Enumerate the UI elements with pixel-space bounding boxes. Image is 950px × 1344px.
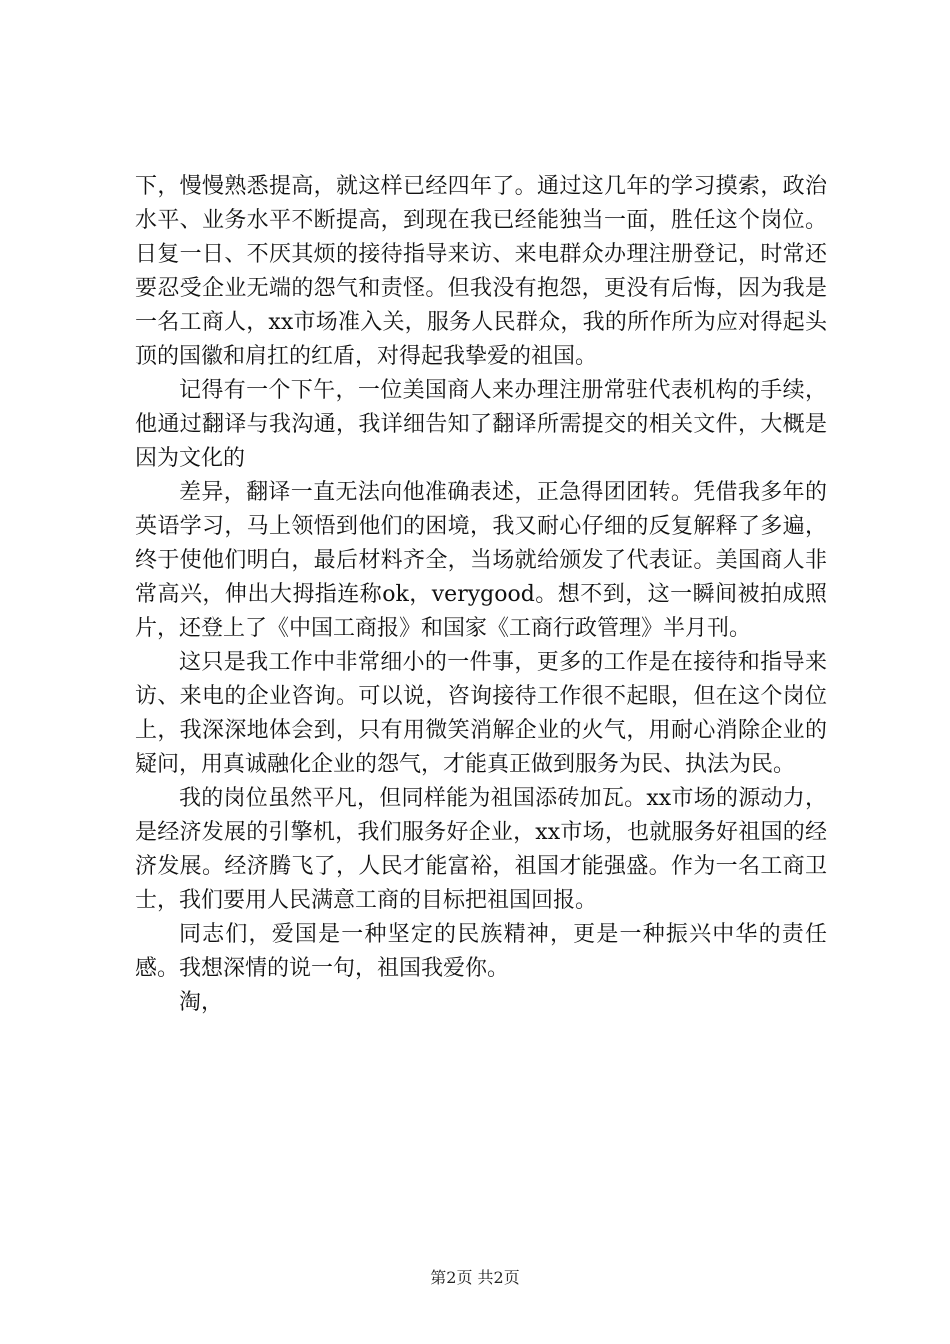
paragraph-6: 同志们，爱国是一种坚定的民族精神，更是一种振兴中华的责任感。我想深情的说一句，祖国我爱你。 <box>135 922 827 981</box>
paragraph-1: 下，慢慢熟悉提高，就这样已经四年了。通过这几年的学习摸索，政治水平、业务水平不断提高，到现在我已经能独当一面，胜任这个岗位。日复一日、不厌其烦的接待指导来访、来电群众办理注册登记，时常还要忍受企业无端的怨气和责怪。但我没有抱怨，更没有后悔，因为我是一名工商人，xx市场准入关，服务人民群众，我的所作所为应对得起头顶的国徽和肩扛的红盾，对得起我挚爱的祖国。 <box>135 174 827 369</box>
paragraph-7: 淘， <box>179 990 224 1015</box>
paragraph-5: 我的岗位虽然平凡，但同样能为祖国添砖加瓦。xx市场的源动力，是经济发展的引擎机，我们服务好企业，xx市场，也就服务好祖国的经济发展。经济腾飞了，人民才能富裕，祖国才能强盛。作为一名工商卫士，我们要用人民满意工商的目标把祖国回报。 <box>135 786 827 913</box>
paragraph-2: 记得有一个下午，一位美国商人来办理注册常驻代表机构的手续，他通过翻译与我沟通，我详细告知了翻译所需提交的相关文件，大概是因为文化的 <box>135 378 827 471</box>
paragraph-4: 这只是我工作中非常细小的一件事，更多的工作是在接待和指导来访、来电的企业咨询。可以说，咨询接待工作很不起眼，但在这个岗位上，我深深地体会到，只有用微笑消解企业的火气，用耐心消除企业的疑问，用真诚融化企业的怨气，才能真正做到服务为民、执法为民。 <box>135 650 827 777</box>
document-body <box>135 170 827 1020</box>
paragraph-3: 差异，翻译一直无法向他准确表述，正急得团团转。凭借我多年的英语学习，马上领悟到他们的困境，我又耐心仔细的反复解释了多遍，终于使他们明白，最后材料齐全，当场就给颁发了代表证。美国商人非常高兴，伸出大拇指连称ok，verygood。想不到，这一瞬间被拍成照片，还登上了《中国工商报》和国家《工商行政管理》半月刊。 <box>135 480 827 641</box>
page-footer: 第2页 共2页 <box>430 1268 520 1287</box>
